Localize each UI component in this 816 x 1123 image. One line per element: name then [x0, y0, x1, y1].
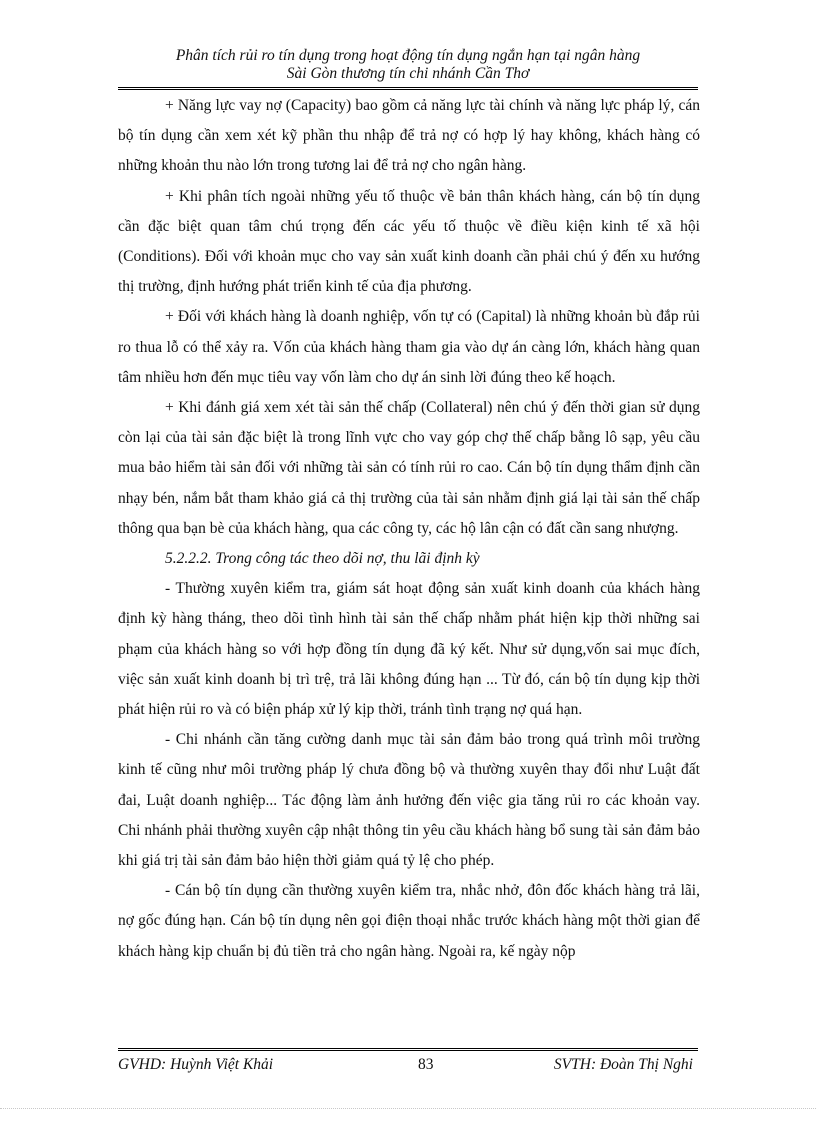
body-text: [118, 91, 700, 967]
running-footer: [118, 1056, 698, 1076]
running-header: [118, 47, 698, 83]
paragraph-capacity: + Năng lực vay nợ (Capacity) bao gồm cả năng lực tài chính và năng lực pháp lý, cán bộ tín dụng cần xem xét kỹ phần thu nhập để trả nợ có hợp lý hay không, khách hàng có những khoản thu nào lớn trong tương lai để trả nợ cho ngân hàng.: [118, 97, 700, 175]
page-boundary: [0, 1108, 816, 1109]
paragraph-guarantee-assets: - Chi nhánh cần tăng cường danh mục tài sản đảm bảo trong quá trình môi trường kinh tế cũng như môi trường pháp lý chưa đồng bộ và thường xuyên thay đổi như Luật đất đai, Luật doanh nghiệp... Tác động làm ảnh hưởng đến việc gia tăng rủi ro các khoản vay. Chi nhánh phải thường xuyên cập nhật thông tin yêu cầu khách hàng bổ sung tài sản đảm bảo khi giá trị tài sản đảm bảo hiện thời giảm quá tỷ lệ cho phép.: [118, 731, 700, 870]
header-divider: [118, 87, 698, 90]
paragraph-conditions: + Khi phân tích ngoài những yếu tố thuộc về bản thân khách hàng, cán bộ tín dụng cần đặc biệt quan tâm chú trọng đến các yếu tố thuộc về điều kiện kinh tế xã hội (Conditions). Đối với khoản mục cho vay sản xuất kinh doanh cần phải chú ý đến xu hướng thị trường, định hướng phát triển kinh tế của địa phương.: [118, 187, 700, 296]
paragraph-capital: + Đối với khách hàng là doanh nghiệp, vốn tự có (Capital) là những khoản bù đắp rủi ro thua lỗ có thể xảy ra. Vốn của khách hàng tham gia vào dự án càng lớn, khách hàng quan tâm nhiều hơn đến mục tiêu vay vốn làm cho dự án sinh lời đúng theo kế hoạch.: [118, 308, 700, 386]
section-subheading: 5.2.2.2. Trong công tác theo dõi nợ, thu lãi định kỳ: [165, 550, 480, 568]
page-number: 83: [418, 1056, 434, 1073]
header-line-2: Sài Gòn thương tín chi nhánh Cần Thơ: [286, 65, 530, 82]
footer-student: SVTH: Đoàn Thị Nghi: [553, 1056, 693, 1073]
footer-advisor: GVHD: Huỳnh Việt Khải: [118, 1056, 274, 1073]
paragraph-monitoring: - Thường xuyên kiểm tra, giám sát hoạt động sản xuất kinh doanh của khách hàng định kỳ hàng tháng, theo dõi tình hình tài sản thế chấp nhằm phát hiện kịp thời những sai phạm của khách hàng so với hợp đồng tín dụng đã ký kết. Như sử dụng,vốn sai mục đích, việc sản xuất kinh doanh bị trì trệ, trả lãi không đúng hạn ... Từ đó, cán bộ tín dụng kịp thời phát hiện rủi ro và có biện pháp xử lý kịp thời, tránh tình trạng nợ quá hạn.: [118, 580, 700, 719]
header-line-1: Phân tích rủi ro tín dụng trong hoạt động tín dụng ngắn hạn tại ngân hàng: [175, 47, 641, 64]
paragraph-reminders: - Cán bộ tín dụng cần thường xuyên kiểm tra, nhắc nhở, đôn đốc khách hàng trả lãi, nợ gốc đúng hạn. Cán bộ tín dụng nên gọi điện thoại nhắc trước khách hàng một thời gian để khách hàng kịp chuẩn bị đủ tiền trả cho ngân hàng. Ngoài ra, kế ngày nộp: [118, 882, 700, 960]
footer-divider: [118, 1048, 698, 1051]
paragraph-collateral: + Khi đánh giá xem xét tài sản thế chấp (Collateral) nên chú ý đến thời gian sử dụng còn lại của tài sản đặc biệt là trong lĩnh vực cho vay góp chợ thế chấp bằng lô sạp, yêu cầu mua bảo hiểm tài sản đối với những tài sản có tính rủi ro cao. Cán bộ tín dụng thẩm định cần nhạy bén, nắm bắt tham khảo giá cả thị trường của tài sản nhằm định giá lại tài sản thế chấp thông qua bạn bè của khách hàng, qua các công ty, các hộ lân cận có đất cần sang nhượng.: [118, 399, 700, 537]
